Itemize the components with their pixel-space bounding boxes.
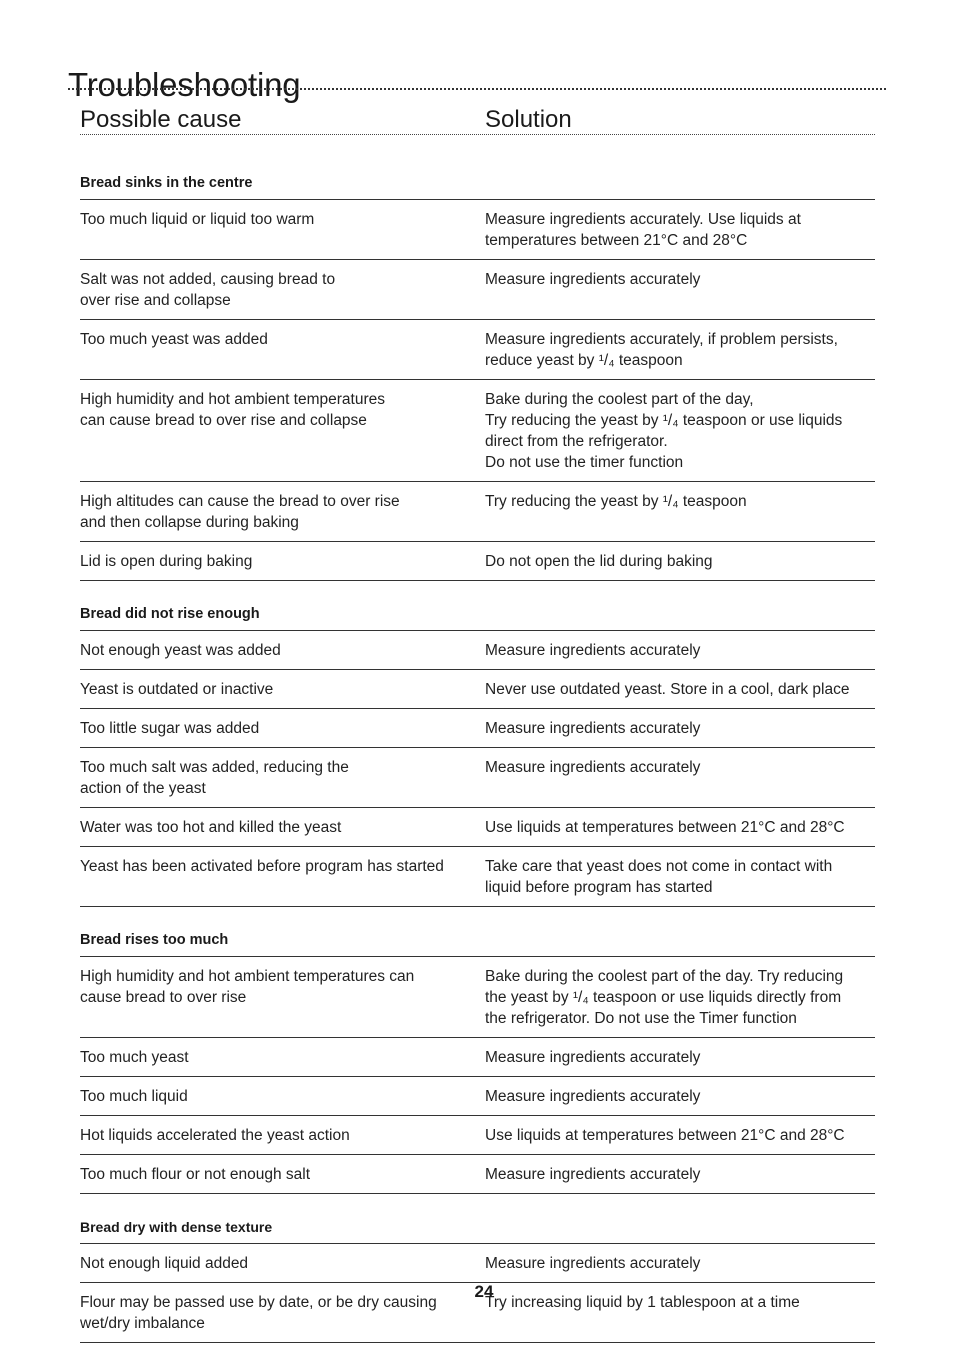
section-title: Bread did not rise enough — [80, 604, 875, 631]
table-row — [80, 380, 875, 482]
solution-cell: Try reducing the yeast by ¹/₄ teaspoon — [485, 493, 747, 510]
solution-cell: Take care that yeast does not come in contact with liquid before program has started — [485, 858, 833, 896]
solution-cell: Measure ingredients accurately — [485, 720, 701, 737]
title-divider — [68, 88, 886, 90]
cause-cell: High humidity and hot ambient temperatures can cause bread to over rise and collapse — [80, 391, 385, 429]
table-row — [80, 1077, 875, 1116]
cause-cell: Too much liquid or liquid too warm — [80, 211, 315, 228]
section-title: Bread dry with dense texture — [80, 1217, 875, 1244]
table-row — [80, 200, 875, 260]
section-spacer — [80, 581, 875, 604]
section-title: Bread rises too much — [80, 930, 875, 957]
section-spacer — [80, 1194, 875, 1217]
section-spacer — [80, 907, 875, 930]
page-number: 24 — [474, 1282, 494, 1301]
cause-cell: Not enough liquid added — [80, 1255, 249, 1272]
table-row — [80, 808, 875, 847]
cause-cell: Not enough yeast was added — [80, 642, 281, 659]
solution-cell: Measure ingredients accurately — [485, 642, 701, 659]
troubleshooting-section — [80, 1217, 875, 1343]
solution-cell: Measure ingredients accurately — [485, 271, 701, 288]
table-row — [80, 670, 875, 709]
solution-cell: Use liquids at temperatures between 21°C and 28°C — [485, 819, 845, 836]
cause-cell: Too much flour or not enough salt — [80, 1166, 311, 1183]
solution-cell: Do not open the lid during baking — [485, 553, 713, 570]
solution-cell: Measure ingredients accurately — [485, 1049, 701, 1066]
cause-cell: Yeast is outdated or inactive — [80, 681, 274, 698]
table-row — [80, 320, 875, 380]
table-row — [80, 847, 875, 907]
cause-cell: Salt was not added, causing bread to over rise and collapse — [80, 271, 336, 309]
solution-cell: Measure ingredients accurately. Use liquids at temperatures between 21°C and 28°C — [485, 211, 801, 249]
cause-cell: Too much liquid — [80, 1088, 188, 1105]
solution-cell: Measure ingredients accurately — [485, 1166, 701, 1183]
cause-cell: Too much yeast — [80, 1049, 189, 1066]
troubleshooting-section — [80, 930, 875, 1194]
cause-cell: Too much salt was added, reducing the action of the yeast — [80, 759, 349, 797]
solution-cell: Try increasing liquid by 1 tablespoon at a time — [485, 1294, 800, 1311]
cause-cell: Flour may be passed use by date, or be dry causing wet/dry imbalance — [80, 1294, 437, 1332]
cause-cell: Hot liquids accelerated the yeast action — [80, 1127, 350, 1144]
cause-cell: Water was too hot and killed the yeast — [80, 819, 342, 836]
solution-cell: Bake during the coolest part of the day, Try reducing the yeast by ¹/₄ teaspoon or use liquids direct from the refrigerator. Do not use the timer function — [485, 391, 843, 471]
table-row — [80, 748, 875, 808]
solution-cell: Use liquids at temperatures between 21°C and 28°C — [485, 1127, 845, 1144]
solution-cell: Measure ingredients accurately — [485, 1255, 701, 1272]
troubleshooting-table — [80, 173, 875, 1343]
cause-cell: Yeast has been activated before program has started — [80, 858, 444, 875]
cause-cell: Too much yeast was added — [80, 331, 268, 348]
cause-cell: Lid is open during baking — [80, 553, 253, 570]
solution-cell: Measure ingredients accurately, if problem persists, reduce yeast by ¹/₄ teaspoon — [485, 331, 838, 369]
troubleshooting-section — [80, 173, 875, 581]
solution-cell: Measure ingredients accurately — [485, 759, 701, 776]
solution-cell: Never use outdated yeast. Store in a cool, dark place — [485, 681, 850, 698]
table-row — [80, 1155, 875, 1194]
section-title: Bread sinks in the centre — [80, 173, 875, 200]
table-row — [80, 482, 875, 542]
table-row — [80, 709, 875, 748]
troubleshooting-section — [80, 604, 875, 907]
page-title: Troubleshooting — [68, 66, 301, 104]
cause-cell: High humidity and hot ambient temperatures can cause bread to over rise — [80, 968, 415, 1006]
table-row — [80, 542, 875, 581]
solution-cell: Measure ingredients accurately — [485, 1088, 701, 1105]
header-divider — [80, 134, 875, 135]
column-header-solution: Solution — [485, 106, 572, 133]
table-row — [80, 1244, 875, 1283]
table-row — [80, 1116, 875, 1155]
solution-cell: Bake during the coolest part of the day. Try reducing the yeast by ¹/₄ teaspoon or use liquids directly from the refrigerator. Do not use the Timer function — [485, 968, 844, 1027]
table-row — [80, 1038, 875, 1077]
column-header-cause: Possible cause — [80, 106, 242, 133]
table-row — [80, 631, 875, 670]
table-row — [80, 260, 875, 320]
table-row — [80, 957, 875, 1038]
cause-cell: Too little sugar was added — [80, 720, 260, 737]
cause-cell: High altitudes can cause the bread to over rise and then collapse during baking — [80, 493, 400, 531]
